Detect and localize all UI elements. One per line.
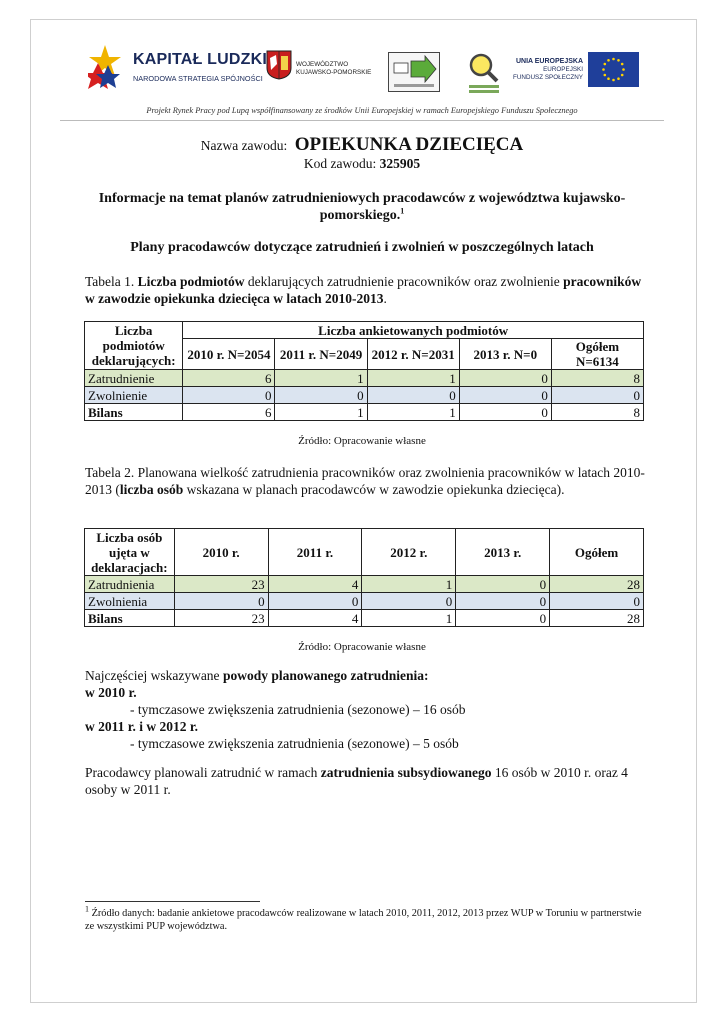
table-row	[85, 593, 644, 610]
kapital-ludzki-title: KAPITAŁ LUDZKI	[133, 51, 268, 68]
project-note: Projekt Rynek Pracy pod Lupą współfinansowany ze środków Unii Europejskiej w ramach Europejskiego Funduszu Społecznego	[146, 106, 578, 115]
cell: 1	[367, 404, 459, 421]
reasons-year-2: w 2011 r. i w 2012 r.	[85, 719, 199, 734]
table-row	[85, 387, 644, 404]
cell: 0	[456, 593, 550, 610]
cell: 0	[174, 593, 268, 610]
table1-caption-bold2: pracowników w zawodzie opiekunka dziecięca w latach 2010-2013	[85, 274, 642, 306]
cell: 23	[174, 576, 268, 593]
reasons-intro-pre: Najczęściej wskazywane	[85, 668, 223, 683]
row-label: Zwolnienia	[85, 593, 175, 610]
table1-caption-pre: Tabela 1.	[85, 274, 138, 289]
cell: 23	[174, 610, 268, 627]
table1-col-header: 2011 r. N=2049	[275, 339, 367, 370]
table1	[84, 321, 644, 421]
table2-source: Źródło: Opracowanie własne	[298, 641, 426, 653]
cell: 6	[183, 370, 275, 387]
cell: 1	[362, 576, 456, 593]
cell: 0	[362, 593, 456, 610]
voivodeship-line1: WOJEWÓDZTWO	[296, 61, 349, 68]
footnote-rule	[85, 901, 260, 902]
eu-line3: FUNDUSZ SPOŁECZNY	[513, 74, 583, 81]
occupation-code-line	[0, 156, 724, 172]
table2-caption-pre: Tabela 2. Planowana wielkość zatrudnienia pracowników oraz zwolnienia pracowników w latach 2010-2013 (	[85, 465, 645, 497]
cell: 4	[268, 576, 362, 593]
voivodeship-line2: KUJAWSKO-POMORSKIE	[296, 69, 372, 76]
cell: 8	[551, 404, 643, 421]
voivodeship-name	[296, 61, 371, 77]
cell: 1	[275, 370, 367, 387]
row-label: Zatrudnienia	[85, 576, 175, 593]
occupation-name-line	[0, 134, 724, 156]
cell: 0	[456, 610, 550, 627]
table-row	[85, 576, 644, 593]
footnote-text: Źródło danych: badanie ankietowe pracodawców realizowane w latach 2010, 2011, 2012, 2013 przez WUP w Toruniu w partnerstwie ze wszystkimi PUP województwa.	[85, 908, 642, 932]
cell: 4	[268, 610, 362, 627]
table2-col-header: 2013 r.	[456, 529, 550, 576]
table1-col-header: 2012 r. N=2031	[367, 339, 459, 370]
table2-caption-bold: liczba osób	[119, 482, 184, 497]
plans-heading: Plany pracodawców dotyczące zatrudnień i zwolnień w poszczególnych latach	[130, 240, 594, 255]
cell: 0	[275, 387, 367, 404]
cell: 1	[362, 610, 456, 627]
table1-col-header: 2010 r. N=2054	[183, 339, 275, 370]
occupation-name-label: Nazwa zawodu:	[200, 138, 288, 153]
footnote	[85, 904, 645, 933]
cell: 1	[367, 370, 459, 387]
cell: 8	[551, 370, 643, 387]
eu-line1: UNIA EUROPEJSKA	[515, 58, 583, 65]
row-label: Bilans	[85, 404, 183, 421]
kapital-ludzki-logo-icon	[88, 43, 122, 89]
row-label: Zatrudnienie	[85, 370, 183, 387]
hiring-reasons	[85, 667, 466, 752]
table2-corner-header: Liczba osób ujęta w deklaracjach:	[85, 529, 175, 576]
footnote-mark: 1	[85, 904, 89, 914]
occupation-code-value: 325905	[379, 156, 421, 171]
row-label: Zwolnienie	[85, 387, 183, 404]
table2-caption-end: wskazana w planach pracodawców w zawodzie opiekunka dziecięca).	[183, 482, 565, 497]
cell: 0	[183, 387, 275, 404]
wup-logo-icon	[388, 52, 440, 92]
table-row	[85, 370, 644, 387]
cell: 0	[459, 370, 551, 387]
table1-group-header: Liczba ankietowanych podmiotów	[183, 322, 644, 339]
info-heading-footnote-mark: 1	[400, 206, 405, 216]
table1-caption-end: .	[383, 291, 387, 306]
info-heading-text: Informacje na temat planów zatrudnieniowych pracodawców z województwa kujawsko-pomorskiego.	[98, 191, 626, 223]
table1-caption-bold1: Liczba podmiotów	[137, 274, 245, 289]
table2-col-header: 2011 r.	[268, 529, 362, 576]
cell: 1	[275, 404, 367, 421]
cell: 0	[550, 593, 644, 610]
cell: 0	[268, 593, 362, 610]
reasons-intro-bold: powody planowanego zatrudnienia:	[222, 668, 429, 683]
table1-corner-header: Liczba podmiotów deklarujących:	[85, 322, 183, 370]
cell: 6	[183, 404, 275, 421]
table1-caption	[85, 273, 645, 307]
reasons-intro	[85, 667, 466, 684]
table2	[84, 528, 644, 627]
cell: 0	[367, 387, 459, 404]
occupation-name-value: OPIEKUNKA DZIECIĘCA	[294, 134, 524, 155]
subsidy-bold: zatrudnienia subsydiowanego	[320, 765, 492, 780]
table2-col-header: 2010 r.	[174, 529, 268, 576]
info-heading	[82, 190, 642, 224]
cell: 0	[456, 576, 550, 593]
eu-flag-icon	[588, 52, 639, 87]
magnifier-logo-icon	[467, 51, 501, 95]
table1-col-header: 2013 r. N=0	[459, 339, 551, 370]
table1-caption-mid: deklarujących zatrudnienie pracowników oraz zwolnienie	[244, 274, 564, 289]
table2-col-header: 2012 r.	[362, 529, 456, 576]
reasons-item-1: - tymczasowe zwiększenia zatrudnienia (sezonowe) – 16 osób	[130, 702, 466, 717]
cell: 28	[550, 576, 644, 593]
subsidy-post: 16 osób w 2010 r. oraz 4 osoby w 2011 r.	[85, 765, 628, 797]
table1-col-header: Ogółem N=6134	[551, 339, 643, 370]
subsidy-pre: Pracodawcy planowali zatrudnić w ramach	[85, 765, 321, 780]
cell: 28	[550, 610, 644, 627]
kapital-ludzki-subtitle: NARODOWA STRATEGIA SPÓJNOŚCI	[133, 74, 263, 83]
cell: 0	[459, 387, 551, 404]
table1-source: Źródło: Opracowanie własne	[298, 435, 426, 447]
subsidy-paragraph	[85, 764, 645, 798]
table-row	[85, 610, 644, 627]
table2-col-header: Ogółem	[550, 529, 644, 576]
reasons-item-2: - tymczasowe zwiększenia zatrudnienia (sezonowe) – 5 osób	[130, 736, 459, 751]
cell: 0	[551, 387, 643, 404]
occupation-code-label: Kod zawodu:	[303, 156, 377, 171]
row-label: Bilans	[85, 610, 175, 627]
table-row	[85, 404, 644, 421]
cell: 0	[459, 404, 551, 421]
eu-line2: EUROPEJSKI	[543, 66, 583, 73]
table2-caption	[85, 464, 645, 498]
voivodeship-crest-icon	[266, 50, 292, 80]
header-divider	[60, 120, 664, 121]
eu-label	[504, 58, 583, 82]
reasons-year-1: w 2010 r.	[85, 685, 137, 700]
